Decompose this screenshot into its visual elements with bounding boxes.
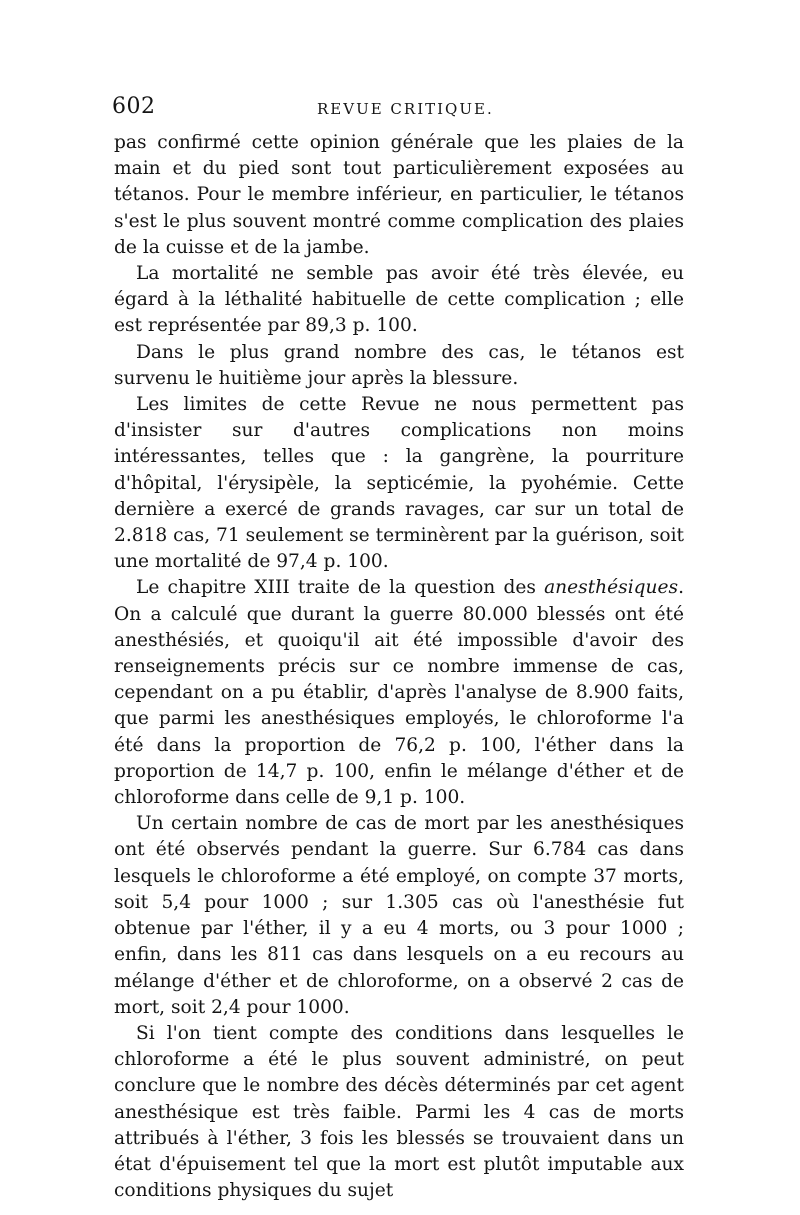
paragraph-tetanos-sites: pas confirmé cette opinion générale que les plaies de la main et du pied sont tout particulièrement exposées au tétanos. Pour le membre inférieur, en particulier, le tétanos s'est le plus souvent montré comme complication des plaies de la cuisse et de la jambe. [114,132,684,258]
running-title: REVUE CRITIQUE. [317,100,494,118]
paragraph-tetanos-mortality: La mortalité ne semble pas avoir été très élevée, eu égard à la léthalité habituelle de cette complication ; elle est représentée par 89,3 p. 100. [114,263,684,337]
paragraph-anesthetics-chapter [114,575,684,811]
paragraph-tetanos-onset: Dans le plus grand nombre des cas, le tétanos est survenu le huitième jour après la blessure. [114,341,684,389]
anesthetics-text-after: . On a calculé que durant la guerre 80.000 blessés ont été anesthésiés, et quoiqu'il ait été impossible d'avoir des renseignements précis sur ce nombre immense de cas, cependant on a pu établir, d'après l'analyse de 8.900 faits, que parmi les anesthésiques employés, le chloroforme l'a été dans la proportion de 76,2 p. 100, l'éther dans la proportion de 14,7 p. 100, enfin le mélange d'éther et de chloroforme dans celle de 9,1 p. 100. [114,577,684,809]
paragraph-anesthetic-deaths: Un certain nombre de cas de mort par les anesthésiques ont été observés pendant la guerre. Sur 6.784 cas dans lesquels le chloroforme a été employé, on compte 37 morts, soit 5,4 pour 1000 ; sur 1.305 cas où l'anesthésie fut obtenue par l'éther, il y a eu 4 morts, ou 3 pour 1000 ; enfin, dans les 811 cas dans lesquels on a eu recours au mélange d'éther et de chloroforme, on a observé 2 cas de mort, soit 2,4 pour 1000. [114,813,684,1018]
anesthetics-italic-term: anesthésiques [544,577,679,599]
page-number: 602 [112,94,156,119]
body-text [114,130,684,1204]
page-header [112,94,687,124]
paragraph-chloroform-conclusion: Si l'on tient compte des conditions dans lesquelles le chloroforme a été le plus souvent administré, on peut conclure que le nombre des décès déterminés par cet agent anesthésique est très faible. Parmi les 4 cas de morts attribués à l'éther, 3 fois les blessés se trouvaient dans un état d'épuisement tel que la mort est plutôt imputable aux conditions physiques du sujet [114,1022,684,1202]
paragraph-other-complications: Les limites de cette Revue ne nous permettent pas d'insister sur d'autres complications non moins intéressantes, telles que : la gangrène, la pourriture d'hôpital, l'érysipèle, la septicémie, la pyohémie. Cette dernière a exercé de grands ravages, car sur un total de 2.818 cas, 71 seulement se terminèrent par la guérison, soit une mortalité de 97,4 p. 100. [114,394,684,573]
anesthetics-text-before: Le chapitre XIII traite de la question des [136,577,545,599]
